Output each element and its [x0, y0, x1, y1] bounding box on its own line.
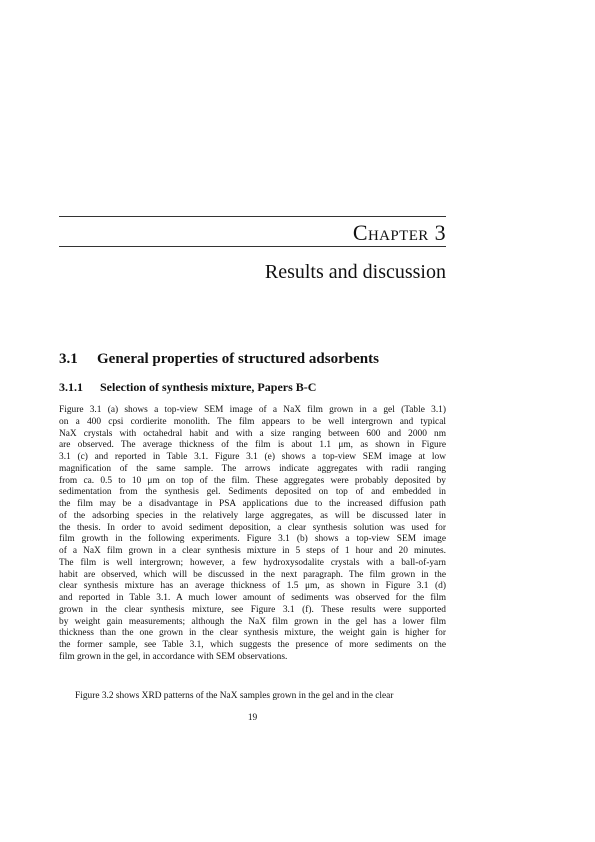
- paragraph-line: on a 400 cpsi cordierite monolith. The film appears to be well intergrown and typical: [59, 416, 446, 427]
- subsection-number: 3.1.1: [59, 380, 83, 394]
- paragraph-line: by weight gain measurements; although the NaX film grown in the gel has a lower film: [59, 616, 446, 627]
- paragraph-line: sedimentation from the synthesis gel. Sediments deposited on top of and embedded in: [59, 487, 446, 498]
- chapter-title: Results and discussion: [264, 261, 446, 283]
- paragraph-line: of a NaX film grown in a clear synthesis mixture in 5 steps of 1 hour and 20 minutes.: [59, 546, 446, 556]
- paragraph-line: and reported in Table 3.1. A much lower amount of sediments was observed for the film: [59, 593, 446, 603]
- body-paragraph-1: [59, 405, 446, 664]
- subsection-heading: [59, 379, 316, 395]
- chapter-label: Chapter 3: [352, 220, 446, 245]
- chapter-bottom-rule: [59, 246, 446, 247]
- section-heading: [59, 349, 379, 369]
- paragraph-line: from ca. 0.5 to 10 μm on top of the film. These aggregates were probably deposited by: [59, 475, 446, 486]
- section-number: 3.1: [59, 351, 78, 367]
- chapter-top-rule: [59, 216, 446, 217]
- body-paragraph-2: Figure 3.2 shows XRD patterns of the NaX samples grown in the gel and in the clear: [75, 691, 394, 701]
- paragraph-line: 3.1 (c) and reported in Table 3.1. Figure 3.1 (e) shows a top-view SEM image at low: [59, 452, 446, 462]
- paragraph-line: the film may be a disadvantage in PSA applications due to the increased diffusion path: [59, 499, 446, 509]
- paragraph-line: film growth in the following experiments. Figure 3.1 (b) shows a top-view SEM image: [59, 534, 446, 545]
- paragraph-line: NaX crystals with octahedral habit and with a size ranging between 600 and 2000 nm: [59, 428, 446, 439]
- paragraph-line: clear synthesis mixture has an average thickness of 1.5 μm, as shown in Figure 3.1 (d): [59, 581, 446, 592]
- paragraph-line: are observed. The average thickness of the film is about 1.1 μm, as shown in Figure: [59, 440, 446, 451]
- paragraph-line: the thesis. In order to avoid sediment deposition, a clear synthesis solution was used for: [59, 522, 446, 533]
- paragraph-line: Figure 3.1 (a) shows a top-view SEM image of a NaX film grown in a gel (Table 3.1): [59, 405, 446, 415]
- paragraph-line: of the adsorbing species in the relatively large aggregates, as will be discussed later in: [59, 510, 446, 521]
- paragraph-line: habit are observed, which will be discussed in the next paragraph. The film grown in the: [59, 569, 446, 580]
- paragraph-line: the former sample, see Table 3.1, which suggests the presence of more sediments on the: [59, 640, 446, 650]
- page-number: 19: [247, 713, 258, 723]
- paragraph-line: thickness than the one grown in the clear synthesis mixture, the weight gain is higher for: [59, 628, 446, 639]
- section-title: General properties of structured adsorbents: [97, 351, 379, 367]
- paragraph-line: The film is well intergrown; however, a few hydroxysodalite crystals with a ball-of-yarn: [59, 557, 446, 568]
- paragraph-line: grown in the clear synthesis mixture, see Figure 3.1 (f). These results were supported: [59, 604, 446, 615]
- paragraph-line: film grown in the gel, in accordance with SEM observations.: [59, 651, 288, 662]
- paragraph-line: magnification of the same sample. The arrows indicate aggregates with radii ranging: [59, 463, 446, 474]
- subsection-title: Selection of synthesis mixture, Papers B-C: [100, 380, 317, 394]
